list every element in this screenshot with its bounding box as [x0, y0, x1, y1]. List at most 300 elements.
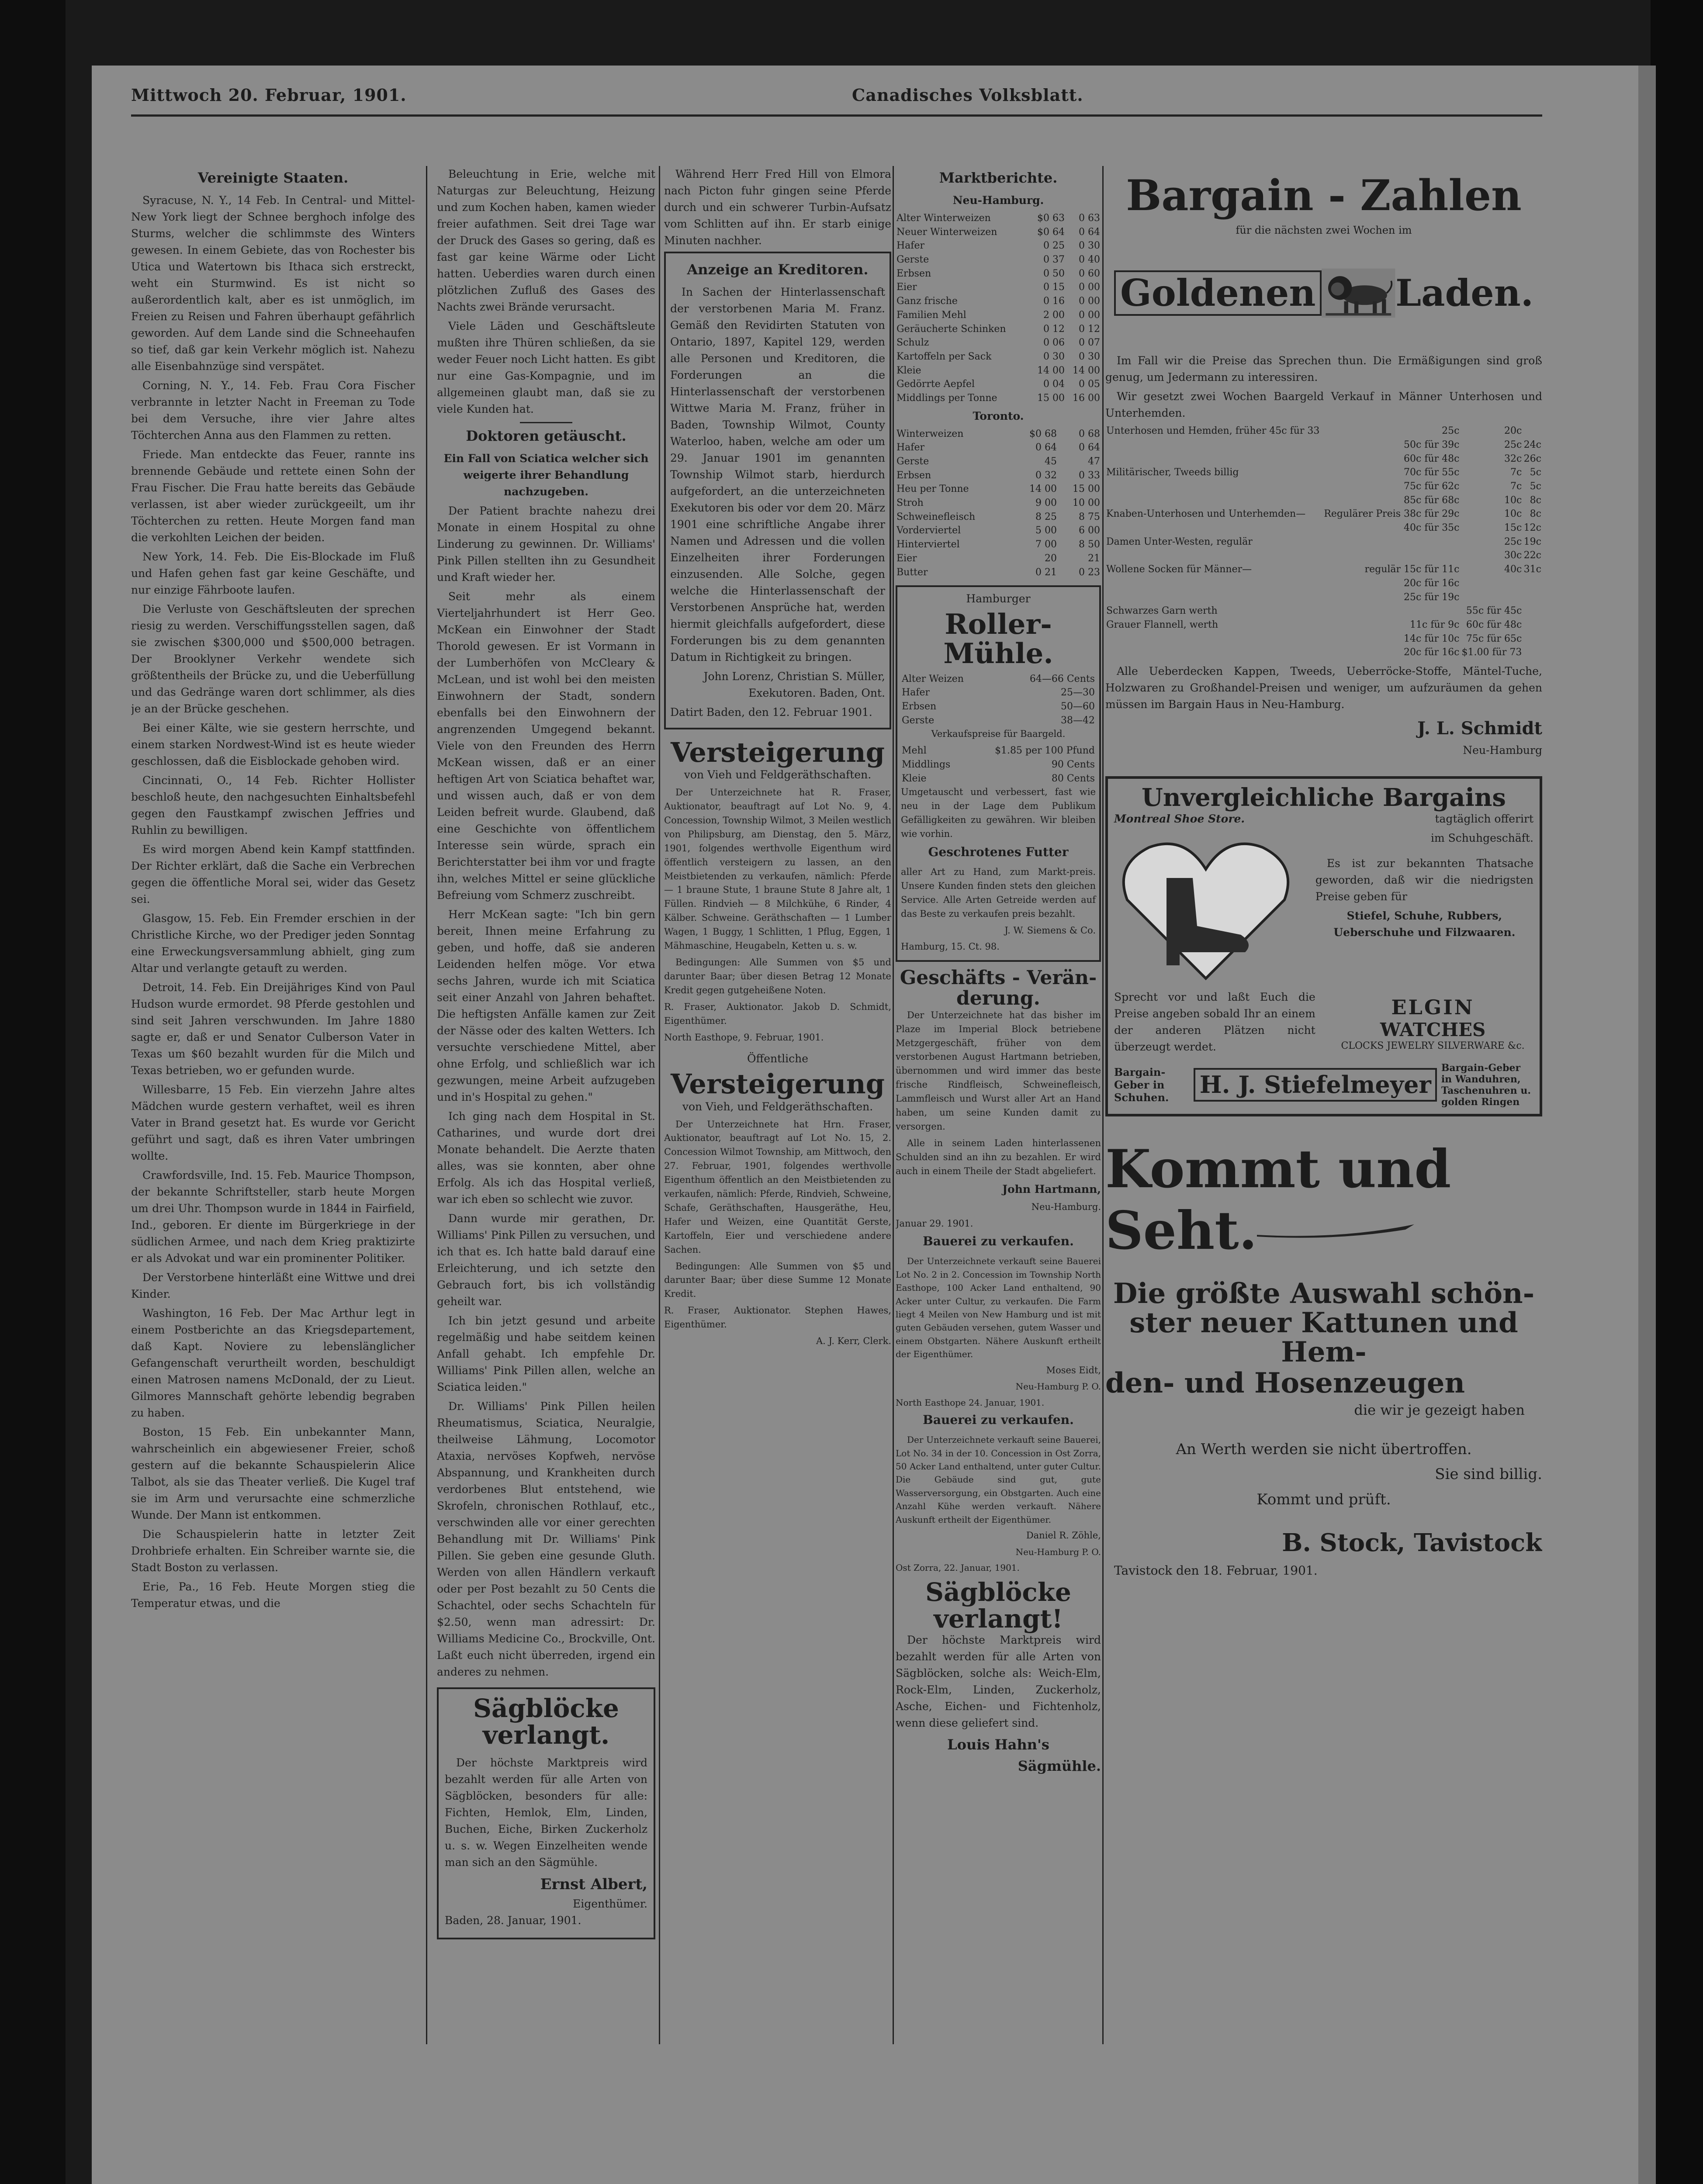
- market-row-cell: 8 50: [1079, 539, 1100, 550]
- bargain-row: [1105, 549, 1542, 563]
- market-row: [896, 391, 1101, 405]
- bargain-row: [1105, 507, 1542, 521]
- column-2: [437, 166, 655, 2184]
- market-row-cell: $0 64: [1037, 226, 1065, 238]
- market-row-cell: Gedörrte Aepfel: [896, 379, 975, 390]
- market-row-cell: Kleie: [896, 365, 921, 376]
- bargain-zahlen-signature: J. L. Schmidt: [1417, 718, 1542, 739]
- market-table-neu-hamburg: [896, 211, 1101, 405]
- gas-news-text: Beleuchtung in Erie, welche mit Naturgas zur Beleuchtung, Heizung und zum Kochen haben, kamen wieder freier aufathmen. Seit drei Tage war der Druck des Gases so gering, daß es fast gar keine Wärme oder Licht hatten. Ueberdies waren durch einen plötzlichen Zufluß des Gases des Nachts zwei Brände verursacht.: [437, 168, 655, 313]
- bargain-row-cell: 8c: [1530, 508, 1541, 520]
- market-row-cell: 10 00: [1073, 498, 1100, 509]
- mill-price-row: [901, 758, 1096, 772]
- ub-subtitle-2: im Schuhgeschäft.: [1431, 831, 1533, 844]
- farm-sale-1-place: Neu-Hamburg P. O.: [1015, 1381, 1101, 1392]
- market-row-cell: Butter: [896, 567, 928, 578]
- mill-price-row-cell: Mehl: [902, 745, 927, 757]
- bargain-row-cell: [1105, 632, 1322, 646]
- market-row-cell: Erbsen: [896, 470, 931, 481]
- market-place-toronto: Toronto.: [973, 409, 1024, 422]
- mill-row-cell: 50—60: [1061, 701, 1095, 712]
- market-row: [896, 211, 1101, 225]
- farm-sale-1-title: Bauerei zu verkaufen.: [923, 1234, 1074, 1249]
- doctors-article-paragraph: Herr McKean sagte: "Ich bin gern bereit, Ihnen meine Erfahrung zu geben, und hoffe, daß sie anderen Leidenden helfen möge. Vor etwa sechs Jahren, wurde ich mit Sciatica seit einer Anzahl von Jahren behaftet. Die heftigsten Anfälle kamen zur Zeit der Nässe oder des kalten Wetters. Ich versuchte verschiedene Mittel, aber ohne Erfolg, und schließlich war ich gezwungen, meine Arbeit aufzugeben und in's Hospital zu gehen.": [437, 908, 655, 1103]
- farm-sale-2-signature: Daniel R. Zöhle,: [1026, 1530, 1101, 1541]
- bargain-row-cell: 31c: [1523, 564, 1541, 575]
- bargain-row-cell: 22c: [1523, 550, 1541, 561]
- sawlogs-ad-signature: Ernst Albert,: [540, 1875, 647, 1893]
- sawlogs-ad-title: Sägblöcke: [473, 1693, 619, 1723]
- market-row: [896, 280, 1101, 294]
- watches-wordmark: WATCHES: [1380, 1019, 1486, 1040]
- bargain-row: [1105, 632, 1542, 646]
- mill-row: [901, 686, 1096, 700]
- auction-2-terms: Bedingungen: Alle Summen von $5 und darunter Baar; über diese Summe 12 Monate Kredit.: [664, 1261, 891, 1299]
- bargain-row-cell: 25c: [1442, 425, 1460, 437]
- bargain-row-cell: 11c für 9c: [1410, 619, 1460, 630]
- market-row-cell: 0 30: [1079, 351, 1100, 362]
- market-row-cell: 7 00: [1035, 539, 1057, 550]
- market-row-cell: Eier: [896, 553, 917, 564]
- market-row-cell: Schulz: [896, 337, 929, 349]
- bargain-row-cell: 5c: [1530, 481, 1541, 492]
- market-row-cell: 14 00: [1073, 365, 1100, 376]
- market-row-cell: Hafer: [896, 240, 924, 252]
- market-row-cell: 14 00: [1029, 484, 1057, 495]
- mill-price-row: [901, 744, 1096, 758]
- bargain-row-cell: Damen Unter-Westen, regulär: [1106, 536, 1253, 547]
- bargain-row-cell: 40c für 35c: [1404, 522, 1460, 534]
- market-row-cell: 0 30: [1079, 240, 1100, 252]
- bargain-row: [1105, 466, 1542, 480]
- business-change-signature: John Hartmann,: [1002, 1182, 1101, 1196]
- bargain-price-table: [1105, 424, 1542, 660]
- business-change-text: Der Unterzeichnete hat das bisher im Plaze im Imperial Block betriebene Metzgergeschäft, früher von dem verstorbenen August Hartmann betrieben, übernommen und wird immer das beste frische Rindfleisch, Schweinefleisch, Lammfleisch und Wurst aller Art an Hand haben, um seine Kunden damit zu versorgen.: [896, 1009, 1101, 1132]
- business-change-title: Geschäfts - Verän-: [900, 967, 1097, 989]
- sawlogs-ad-date: Baden, 28. Januar, 1901.: [445, 1914, 582, 1927]
- auction-1-signature: R. Fraser, Auktionator. Jakob D. Schmidt, Eigenthümer.: [664, 1001, 891, 1026]
- market-row-cell: Schweinefleisch: [896, 511, 976, 522]
- market-row-cell: 0 15: [1043, 282, 1065, 293]
- mill-price-row-cell: Middlings: [902, 759, 951, 770]
- market-row-cell: 0 06: [1043, 337, 1065, 349]
- bargain-row-cell: [1523, 577, 1542, 591]
- market-row-cell: 0 63: [1079, 213, 1100, 224]
- us-news-paragraph: Willesbarre, 15 Feb. Ein vierzehn Jahre altes Mädchen wurde gestern verhaftet, weil es ihren Vater in Brand gesetzt hat. Es wurde vor Gericht geführt und sagt, daß es ihren Vater umbringen wollte.: [131, 1083, 415, 1162]
- kommt-subline: die wir je gezeigt haben: [1354, 1402, 1525, 1419]
- column-4: [896, 166, 1101, 2184]
- bargain-row-cell: 85c für 68c: [1404, 494, 1460, 506]
- market-row: [896, 322, 1101, 336]
- market-row-cell: Erbsen: [896, 268, 931, 279]
- market-row: [896, 308, 1101, 322]
- sawlogs-ad-text: Der höchste Marktpreis wird bezahlt werden für alle Arten von Sägblöcken, besonders für alle: Fichten, Hemlok, Elm, Linden, Buchen, Eiche, Birken Zuckerholz u. s. w. Wegen Einzelheiten wende man sich an den Sägmühle.: [445, 1756, 647, 1869]
- column-1: [131, 166, 415, 2184]
- business-change-text-2: Alle in seinem Laden hinterlassenen Schulden sind an ihn zu bezahlen. Er wird auch in einem Theile der Stadt abgeliefert.: [896, 1137, 1101, 1176]
- bargain-row-cell: [1105, 480, 1322, 494]
- bargain-row: [1105, 646, 1542, 660]
- bargain-row: [1105, 452, 1542, 466]
- bargain-row-cell: 55c für 45c: [1466, 605, 1522, 617]
- bargain-row-cell: 7c: [1510, 467, 1522, 478]
- masthead: [131, 85, 1529, 124]
- bargain-row-cell: [1460, 591, 1523, 605]
- business-change-date: Januar 29. 1901.: [896, 1218, 973, 1229]
- mill-note: Umgetauscht und verbessert, fast wie neu in der Lage dem Publikum Gefälligkeiten zu gewähren. Wir bleiben wie vorhin.: [901, 787, 1096, 839]
- gas-news-text-2: Viele Läden und Geschäftsleute mußten ihre Thüren schließen, da sie weder Feuer noch Licht hatten. Es gibt nur eine Gas-Kompagnie, und im allgemeinen glaubt man, daß sie zu viele Kunden hat.: [437, 320, 655, 415]
- market-row-cell: Gerste: [896, 456, 929, 467]
- bargain-row-cell: 75c für 62c: [1404, 481, 1460, 492]
- bargain-row-cell: [1105, 438, 1322, 452]
- bargain-row-cell: [1523, 604, 1542, 618]
- feed-place: Hamburg, 15. Ct. 98.: [901, 941, 1000, 952]
- market-row-cell: 5 00: [1035, 525, 1057, 536]
- column-rule-1: [426, 166, 427, 2044]
- market-row-cell: 45: [1045, 456, 1057, 467]
- farm-sale-2-text: Der Unterzeichnete verkauft seine Bauerei, Lot No. 34 in der 10. Concession in Ost Zorra, 50 Acker Land enthaltend, unter guter Cultur. Die Gebäude sind gut, gute Wasserversorgung, ein Obstgarten. Auch eine Anzahl Kühe werden verkauft. Nähere Auskunft ertheilt der Eigenthümer.: [896, 1434, 1101, 1525]
- mill-row-cell: Hafer: [902, 687, 930, 698]
- market-row-cell: 0 21: [1035, 567, 1057, 578]
- bargain-row-cell: Wollene Socken für Männer—: [1106, 564, 1252, 575]
- market-row-cell: Winterweizen: [896, 428, 964, 439]
- market-report-title: Marktberichte.: [939, 169, 1058, 186]
- bargain-row-cell: [1523, 646, 1542, 660]
- shoe-heart-icon: [1114, 830, 1298, 987]
- business-change-title-2: derung.: [956, 987, 1040, 1009]
- bargain-row-cell: 40c: [1504, 564, 1522, 575]
- market-row-cell: 0 60: [1079, 268, 1100, 279]
- elgin-watches-emblem: [1332, 995, 1533, 1051]
- mill-price-row-cell: $1.85 per 100 Pfund: [995, 745, 1095, 757]
- market-row-cell: 0 12: [1043, 323, 1065, 335]
- bargain-row-cell: 12c: [1523, 522, 1541, 534]
- bargain-row-cell: 14c für 10c: [1404, 633, 1460, 644]
- sawlogs-ad-2-title-2: verlangt!: [934, 1603, 1063, 1634]
- creditors-notice-title: Anzeige an Kreditoren.: [687, 261, 869, 278]
- kommt-und-seht-ad: [1105, 1138, 1542, 1580]
- market-row-cell: 9 00: [1035, 498, 1057, 509]
- farm-sale-2-place: Neu-Hamburg P. O.: [1015, 1546, 1101, 1557]
- auction-1-text: Der Unterzeichnete hat R. Fraser, Auktionator, beauftragt auf Lot No. 9, 4. Concession, Township Wilmot, 3 Meilen westlich von Philipsburg, am Dienstag, den 5. März, 1901, folgendes werthvolle Eigenthum wird öffentlich versteigern zu lassen, an den Meistbietenden zu verkaufen, nämlich: Pferde — 1 braune Stute, 1 braune Stute 8 Jahre alt, 1 Füllen. Rindvieh — 8 Milchkühe, 6 Rinder, 4 Kälber. Schweine. Geräthschaften — 1 Lumber Wagen, 1 Buggy, 1 Schlitten, 1 Pflug, Eggen, 1 Mähmaschine, Heugabeln, Ketten u. s. w.: [664, 787, 891, 951]
- market-row-cell: Eier: [896, 282, 917, 293]
- bargain-zahlen-ad: [1105, 171, 1542, 759]
- market-row: [896, 377, 1101, 391]
- market-row: [896, 566, 1101, 580]
- market-row-cell: Ganz frische: [896, 296, 958, 307]
- market-row-cell: 0 37: [1043, 254, 1065, 266]
- bargain-row-cell: [1105, 646, 1322, 660]
- market-row-cell: 0 68: [1079, 428, 1100, 439]
- market-row-cell: $0 63: [1037, 213, 1065, 224]
- market-row: [896, 427, 1101, 441]
- ub-right-label: Bargain-Geber in Wanduhren, Taschenuhren u. golden Ringen: [1441, 1062, 1531, 1108]
- market-row-cell: 47: [1088, 456, 1100, 467]
- ub-store-name: Montreal Shoe Store.: [1114, 812, 1245, 825]
- bargain-row-cell: Regulärer Preis 38c für 29c: [1324, 508, 1460, 520]
- bargain-row-cell: Schwarzes Garn werth: [1106, 605, 1218, 617]
- farm-sale-2-date: Ost Zorra, 22. Januar, 1901.: [896, 1562, 1020, 1573]
- kommt-date: Tavistock den 18. Februar, 1901.: [1114, 1563, 1318, 1578]
- article-heading-doctors: Doktoren getäuscht.: [466, 428, 627, 444]
- feed-text: aller Art zu Hand, zum Markt-preis. Unsere Kunden finden stets den gleichen Service. Alle Arten Getreide werden auf das Beste zu verkaufen preis bezahlt.: [901, 866, 1096, 919]
- mill-row-cell: 38—42: [1061, 715, 1095, 726]
- market-row-cell: 0 40: [1079, 254, 1100, 266]
- mill-row-cell: Gerste: [902, 715, 935, 726]
- bargain-row: [1105, 618, 1542, 632]
- bargain-zahlen-intro-2: Wir gesetzt zwei Wochen Baargeld Verkauf in Männer Unterhosen und Unterhemden.: [1105, 390, 1542, 420]
- ub-subtitle: tagtäglich offerirt: [1435, 812, 1533, 825]
- bargain-row: [1105, 438, 1542, 452]
- sawlogs-ad-owner: Eigenthümer.: [572, 1897, 647, 1911]
- kommt-title: Kommt und: [1105, 1138, 1451, 1200]
- us-news-paragraph: Corning, N. Y., 14. Feb. Frau Cora Fischer verbrannte in letzter Nacht in Freeman zu Tode bei dem Versuche, ihre vier Jahre altes Töchterchen Anna aus den Flammen zu retten.: [131, 379, 415, 442]
- kommt-claim-3: Kommt und prüft.: [1256, 1491, 1391, 1509]
- market-row-cell: Gerste: [896, 254, 929, 266]
- bargain-row-cell: 25c für 19c: [1404, 591, 1460, 603]
- market-row-cell: 16 00: [1073, 392, 1100, 404]
- market-row-cell: Kartoffeln per Sack: [896, 351, 992, 362]
- bargain-row-cell: [1322, 604, 1460, 618]
- farm-sale-2-title: Bauerei zu verkaufen.: [923, 1413, 1074, 1427]
- bargain-row-cell: 20c für 16c: [1404, 577, 1460, 589]
- market-row: [896, 455, 1101, 469]
- market-row-cell: 0 07: [1079, 337, 1100, 349]
- bargain-row-cell: [1460, 577, 1523, 591]
- us-news-paragraph: Cincinnati, O., 14 Feb. Richter Hollister beschloß heute, den nachgesuchten Einhaltsbefehl gegen den Faustkampf zwischen Jeffries und Ruhlin zu bewilligen.: [131, 774, 415, 836]
- bargain-row: [1105, 563, 1542, 577]
- market-row: [896, 350, 1101, 364]
- scan-border-left: [0, 0, 66, 2184]
- ub-text: Es ist zur bekannten Thatsache geworden, daß wir die niedrigsten Preise geben für: [1315, 857, 1533, 903]
- bargain-row-cell: regulär 15c für 11c: [1364, 564, 1460, 575]
- bargain-row-cell: 25c: [1504, 439, 1522, 450]
- market-row-cell: 0 05: [1079, 379, 1100, 390]
- sawlogs-ad-baden: [437, 1687, 655, 1939]
- market-row: [896, 267, 1101, 281]
- market-row-cell: 0 33: [1079, 470, 1100, 481]
- market-row-cell: 0 00: [1079, 282, 1100, 293]
- market-row-cell: 2 00: [1043, 309, 1065, 321]
- market-row: [896, 253, 1101, 267]
- us-news-paragraph: Boston, 15 Feb. Ein unbekannter Mann, wahrscheinlich ein abgewiesener Freier, schoß gestern auf die bekannte Schauspielerin Alice Talbot, als sie das Theater verließ. Die Kugel traf sie im Arm und verursachte eine schmerzliche Wunde. Der Mann ist entkommen.: [131, 1426, 415, 1521]
- bargain-row-cell: [1523, 618, 1542, 632]
- bargain-row-cell: $1.00 für 73: [1461, 647, 1522, 658]
- mill-row-cell: Alter Weizen: [902, 673, 964, 684]
- market-row-cell: 15 00: [1073, 484, 1100, 495]
- sawlogs-ad-title-2: verlangt.: [482, 1720, 610, 1750]
- bargain-zahlen-intro: Im Fall wir die Preise das Sprechen thun. Die Ermäßigungen sind groß genug, um Jedermann zu interessiren.: [1105, 354, 1542, 384]
- kommt-title-2: Seht.: [1105, 1199, 1257, 1261]
- auction-2-text: Der Unterzeichnete hat Hrn. Fraser, Auktionator, beauftragt auf Lot No. 15, 2. Concession Wilmot Township, am Mittwoch, den 27. Februar, 1901, folgendes werthvolle Eigenthum öffentlich an den Meistbietenden zu verkaufen, nämlich: Pferde, Rindvieh, Schweine, Schafe, Geräthschaften, Hausgeräthe, Heu, Hafer und Weizen, eine Quantität Gerste, Kartoffeln, Eier und verschiedene andere Sachen.: [664, 1119, 891, 1255]
- business-change-place: Neu-Hamburg.: [1031, 1201, 1101, 1212]
- doctors-article-paragraph: Ich ging nach dem Hospital in St. Catharines, und wurde dort drei Monate behandelt. Die Aerzte thaten alles, was sie konnten, aber ohne Erfolg. Als ich das Hospital verließ, war ich eben so schlecht wie zuvor.: [437, 1110, 655, 1206]
- auction-1-terms: Bedingungen: Alle Summen von $5 und darunter Baar; über diesen Betrag 12 Monate Kredit gegen gutgeheißene Noten.: [664, 957, 891, 995]
- unvergleichliche-bargains-ad: [1105, 776, 1542, 1116]
- doctors-article-paragraph: Ich bin jetzt gesund und arbeite regelmäßig und habe seitdem keinen Anfall gehabt. Ich empfehle Dr. Williams' Pink Pillen allen, welche an Sciatica leiden.": [437, 1314, 655, 1393]
- feed-title: Geschrotenes Futter: [928, 844, 1069, 859]
- bargain-row-cell: 32c: [1504, 453, 1522, 464]
- bargain-row-cell: Militärischer, Tweeds billig: [1106, 467, 1239, 478]
- market-row-cell: Vorderviertel: [896, 525, 961, 536]
- us-news-paragraph: Glasgow, 15. Feb. Ein Fremder erschien in der Christliche Kirche, wo der Prediger jeden Sonntag eine Erweckungsversammlung abhielt, ging zum Altar und verlangte getauft zu werden.: [131, 912, 415, 975]
- market-row-cell: 6 00: [1079, 525, 1100, 536]
- market-row: [896, 441, 1101, 455]
- bargain-row-cell: 5c: [1530, 467, 1541, 478]
- market-row-cell: 21: [1088, 553, 1100, 564]
- auction-2-signature: R. Fraser, Auktionator. Stephen Hawes, Eigenthümer.: [664, 1305, 891, 1330]
- kommt-claim-1: An Werth werden sie nicht übertroffen.: [1176, 1440, 1472, 1458]
- bargain-row-cell: [1105, 549, 1322, 563]
- ub-title: Unvergleichliche Bargains: [1142, 783, 1506, 812]
- us-news-paragraph: Syracuse, N. Y., 14 Feb. In Central- und Mittel-New York liegt der Schnee berghoch infolge des Sturms, welcher die schlimmste des Winters gewesen. In einem Gebiete, das von Rochester bis Utica und Watertown bis Ithaca sich erstreckt, weht ein Sturmwind. Es ist nicht so außerordentlich kalt, aber es ist unmöglich, im Freien zu Reisen und Fahren überhaupt gefährlich geworden. Auf dem Lande sind die Schneehaufen so tief, daß gar kein Verkehr möglich ist. Nahezu alle Eisenbahnzüge sind verspätet.: [131, 194, 415, 373]
- us-news-paragraph: Die Schauspielerin hatte in letzter Zeit Drohbriefe erhalten. Ein Schreiber warnte sie, die Stadt Boston zu verlassen.: [131, 1528, 415, 1574]
- scan-border-right: [1651, 0, 1703, 2184]
- roller-mill-title-2: Mühle.: [943, 637, 1053, 670]
- market-row: [896, 496, 1101, 510]
- mill-buying-prices: [901, 672, 1096, 728]
- market-place-neu-hamburg: Neu-Hamburg.: [952, 194, 1044, 207]
- bargain-row: [1105, 577, 1542, 591]
- farm-sale-1-signature: Moses Eidt,: [1046, 1365, 1101, 1375]
- bargain-row-cell: 15c: [1504, 522, 1522, 534]
- bargain-row-cell: 25c: [1504, 536, 1522, 547]
- bargain-row-cell: [1105, 494, 1322, 508]
- bargain-row-cell: 75c für 65c: [1466, 633, 1522, 644]
- bargain-row-cell: 60c für 48c: [1404, 453, 1460, 464]
- market-row: [896, 482, 1101, 496]
- market-row-cell: Familien Mehl: [896, 309, 966, 321]
- market-row-cell: 8 75: [1079, 511, 1100, 522]
- market-row: [896, 469, 1101, 483]
- article-lead: Ein Fall von Sciatica welcher sich weigerte ihrer Behandlung nachzugeben.: [443, 452, 649, 498]
- us-news-paragraph: Die Verluste von Geschäftsleuten der sprechen riesig zu werden. Verschiffungsstellen sagen, daß sie zwischen $300,000 und $500,000 betragen. Der Brooklyner Verkehr wendete sich größtentheils der Brücke zu, und die Ueberfüllung und das Gedränge waren dort schlimmer, als dies je an der Brücke geschehen.: [131, 603, 415, 715]
- mill-row-cell: Erbsen: [902, 701, 937, 712]
- market-row-cell: 15 00: [1037, 392, 1065, 404]
- lion-icon: [1322, 241, 1395, 346]
- bargain-row-cell: 10c: [1504, 494, 1522, 506]
- market-row-cell: 0 12: [1079, 323, 1100, 335]
- market-row-cell: Heu per Tonne: [896, 484, 969, 495]
- bargain-row-cell: 60c für 48c: [1466, 619, 1522, 630]
- market-row-cell: Alter Winterweizen: [896, 213, 991, 224]
- market-row-cell: Hafer: [896, 442, 924, 453]
- auction-2-pretitle: Öffentliche: [747, 1052, 809, 1065]
- bargain-zahlen-place: Neu-Hamburg: [1463, 743, 1542, 757]
- bargain-row-cell: [1105, 577, 1322, 591]
- market-row-cell: 0 25: [1043, 240, 1065, 252]
- us-news-paragraph: Erie, Pa., 16 Feb. Heute Morgen stieg die Temperatur etwas, und die: [131, 1580, 415, 1610]
- auction-1-date: North Easthope, 9. Februar, 1901.: [664, 1032, 824, 1043]
- bargain-row: [1105, 591, 1542, 605]
- us-news-paragraph: Bei einer Kälte, wie sie gestern herrschte, und einem starken Nordwest-Wind ist es heute wieder geschlossen, daß die Eisblockade gehoben wird.: [131, 722, 415, 767]
- bargain-row-cell: 7c: [1510, 481, 1522, 492]
- bargain-row-cell: 30c: [1504, 550, 1522, 561]
- bargain-row-cell: 20c: [1504, 425, 1522, 437]
- roller-mill-ad: [896, 585, 1101, 962]
- market-row: [896, 336, 1101, 350]
- auction-2-clerk: A. J. Kerr, Clerk.: [816, 1336, 891, 1347]
- us-news-paragraph: Es wird morgen Abend kein Kampf stattfinden. Der Richter erklärt, daß die Sache ein Verbrechen gegen die öffentliche Moral sei, wider das Gesetz sei.: [131, 843, 415, 905]
- section-heading-us: Vereinigte Staaten.: [197, 169, 349, 186]
- column-3: [664, 166, 891, 2184]
- bargain-row-cell: 24c: [1523, 439, 1541, 450]
- market-row-cell: 0 30: [1043, 351, 1065, 362]
- mill-row-cell: 25—30: [1061, 687, 1095, 698]
- bargain-row-cell: [1523, 632, 1542, 646]
- kommt-line-2: ster neuer Kattunen und Hem-: [1129, 1306, 1518, 1368]
- kommt-claim-2: Sie sind billig.: [1435, 1465, 1542, 1483]
- bargain-row: [1105, 521, 1542, 535]
- divider: [520, 422, 572, 423]
- column-5: [1105, 166, 1542, 2184]
- market-row-cell: 0 50: [1043, 268, 1065, 279]
- us-news-paragraph: Der Verstorbene hinterläßt eine Wittwe und drei Kinder.: [131, 1271, 415, 1300]
- bargain-row-cell: [1105, 591, 1322, 605]
- us-news-paragraph: Washington, 16 Feb. Der Mac Arthur legt in einem Postberichte an das Kriegsdepartement, daß Kapt. Noviere zu lebenslänglicher Gefangenschaft verurtheilt worden, beschuldigt einen Matrosen namens McDonald, der zu Lieut. Gilmores Mannschaft gehörte lebendig begraben zu haben.: [131, 1307, 415, 1419]
- elgin-wordmark: ELGIN: [1391, 995, 1475, 1019]
- bargain-row: [1105, 480, 1542, 494]
- doctors-article-paragraph: Dann wurde mir gerathen, Dr. Williams' Pink Pillen zu versuchen, und ich that es. Ich hatte bald darauf eine Erleichterung, und ich setzte den Gebrauch fort, bis ich vollständig geheilt war.: [437, 1212, 655, 1308]
- market-row-cell: 0 64: [1079, 442, 1100, 453]
- bargain-row-cell: [1523, 591, 1542, 605]
- us-news-paragraph: Friede. Man entdeckte das Feuer, rannte ins brennende Gebäude und rettete einen Sohn der Frau Fischer. Die Frau hatte bereits das Gebäude verlassen, ist aber wieder zurückgeeilt, um ihr Töchterchen zu retten. Heute Morgen fand man die verkohlten Leichen der beiden.: [131, 448, 415, 544]
- market-row-cell: Middlings per Tonne: [896, 392, 997, 404]
- bargain-row-cell: Grauer Flannell, werth: [1106, 619, 1218, 630]
- market-row-cell: 0 23: [1079, 567, 1100, 578]
- market-row-cell: 20: [1045, 553, 1057, 564]
- market-row-cell: 0 00: [1079, 309, 1100, 321]
- bargain-row-cell: [1105, 521, 1322, 535]
- roller-mill-title: Roller-: [945, 608, 1052, 641]
- mill-price-row: [901, 772, 1096, 786]
- bargain-zahlen-subtitle: für die nächsten zwei Wochen im: [1236, 224, 1412, 236]
- mill-price-row-cell: 80 Cents: [1051, 773, 1095, 784]
- market-row: [896, 552, 1101, 566]
- market-row-cell: 8 25: [1035, 511, 1057, 522]
- market-row: [896, 524, 1101, 538]
- mill-row: [901, 672, 1096, 686]
- auction-1-subtitle: von Vieh und Feldgeräthschaften.: [684, 768, 872, 781]
- ub-items: Stiefel, Schuhe, Rubbers, Ueberschuhe und Filzwaaren.: [1333, 909, 1516, 939]
- issue-date: Mittwoch 20. Februar, 1901.: [131, 85, 407, 105]
- bargain-row-cell: [1322, 549, 1460, 563]
- farm-sale-1-text: Der Unterzeichnete verkauft seine Bauerei Lot No. 2 in 2. Concession im Township North Easthope, 100 Acker Land enthaltend, 90 Acker unter Cultur, zu verkaufen. Die Farm liegt 4 Meilen von New Hamburg und ist mit guten Gebäuden versehen, gutem Wasser und einem Obstgarten. Nähere Auskunft ertheilt der Eigenthümer.: [896, 1256, 1101, 1360]
- bargain-row-cell: Unterhosen und Hemden, früher 45c für 33: [1106, 425, 1320, 437]
- mill-sale-prices-title: Verkaufspreise für Baargeld.: [931, 729, 1066, 740]
- market-row-cell: 0 04: [1043, 379, 1065, 390]
- market-row-cell: Geräucherte Schinken: [896, 323, 1006, 335]
- golden-shop-name-2: Laden.: [1395, 271, 1533, 315]
- market-row: [896, 538, 1101, 552]
- roller-mill-pretitle: Hamburger: [966, 592, 1031, 605]
- kommt-line-1: Die größte Auswahl schön-: [1113, 1277, 1535, 1310]
- market-table-toronto: [896, 427, 1101, 580]
- bargain-row-cell: Knaben-Unterhosen und Unterhemden—: [1106, 508, 1306, 520]
- market-row-cell: Neuer Winterweizen: [896, 226, 997, 238]
- doctors-article-body: [437, 503, 655, 1680]
- doctors-article-paragraph: Seit mehr als einem Vierteljahrhundert ist Herr Geo. McKean ein Einwohner der Stadt Thorold gewesen. Er ist Vormann in der Lumberhöfen von McCleary & McLean, und ist wohl bei den meisten Einwohnern der Stadt, sondern ebenfalls bei den Einwohnern der angrenzenden Umgegend bekannt. Viele von den Freunden des Herrn McKean wissen, daß er an einer heftigen Art von Sciatica behaftet war, und wissen auch, daß er von dem Leiden befreit wurde. Glaubend, daß eine Geschichte von öffentlichem Interesse sein würde, sprach ein Berichterstatter bei ihm vor und fragte ihn, welches Mittel er seine glückliche Befreiung vom Schmerz zuschreibt.: [437, 590, 655, 902]
- page-edge-shadow: [1638, 66, 1656, 2184]
- ub-text-2: Sprecht vor und laßt Euch die Preise angeben sobald Ihr an einem der anderen Plätzen nicht überzeugt werdet.: [1114, 990, 1315, 1053]
- bargain-zahlen-title: Bargain - Zahlen: [1126, 171, 1522, 220]
- market-row: [896, 239, 1101, 253]
- bargain-row-cell: 26c: [1523, 453, 1541, 464]
- mill-price-row-cell: Kleie: [902, 773, 927, 784]
- bargain-row: [1105, 604, 1542, 618]
- bargain-row-cell: 8c: [1530, 494, 1541, 506]
- auction-1-title: Versteigerung: [670, 736, 885, 768]
- creditors-notice-signature: John Lorenz, Christian S. Müller, Exekutoren. Baden, Ont.: [703, 670, 885, 699]
